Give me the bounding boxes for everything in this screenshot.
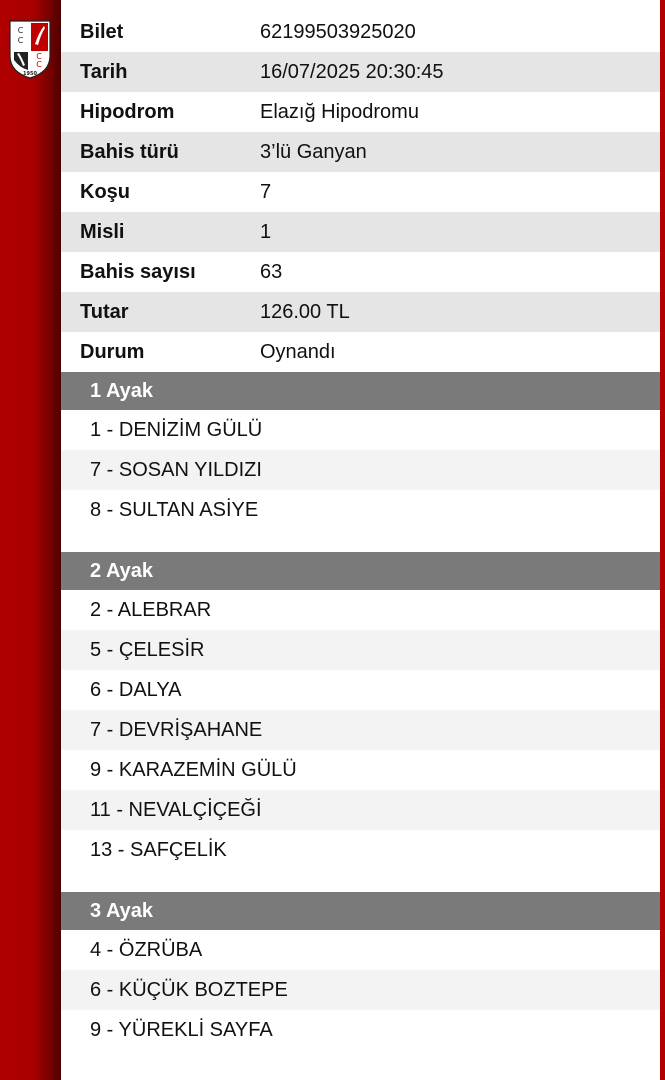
- info-row: [61, 92, 660, 132]
- svg-text:1950: 1950: [23, 71, 37, 77]
- info-value: 126.00 TL: [260, 300, 350, 323]
- right-side-band: [660, 0, 665, 1080]
- info-label: Tutar: [80, 300, 129, 323]
- info-row: [61, 172, 660, 212]
- horse-selection-item: 5 - ÇELESİR: [61, 630, 660, 670]
- svg-text:C: C: [17, 26, 24, 35]
- horse-selection-item: 13 - SAFÇELİK: [90, 838, 227, 861]
- info-row: [61, 52, 660, 92]
- horse-selection-item: 7 - DEVRİŞAHANE: [61, 710, 660, 750]
- info-label: Misli: [80, 220, 125, 243]
- club-logo-icon: [6, 18, 54, 80]
- info-row: [61, 292, 660, 332]
- info-row: [61, 332, 660, 372]
- horse-selection-item: 9 - YÜREKLİ SAYFA: [90, 1018, 273, 1041]
- left-side-band: [0, 0, 61, 1080]
- legs-list: [61, 372, 660, 1050]
- info-value: 62199503925020: [260, 20, 416, 43]
- info-value: 63: [260, 260, 283, 283]
- info-row: [61, 212, 660, 252]
- svg-text:C: C: [36, 60, 42, 69]
- horse-selection-item: 9 - KARAZEMİN GÜLÜ: [90, 758, 297, 781]
- info-row: [61, 132, 660, 172]
- info-value: 1: [260, 220, 272, 243]
- info-row: [61, 12, 660, 52]
- info-label: Bahis sayısı: [80, 260, 196, 283]
- leg-spacer: [61, 530, 660, 552]
- horse-selection-item: 7 - SOSAN YILDIZI: [61, 450, 660, 490]
- info-value: Oynandı: [260, 340, 336, 363]
- horse-selection-item: 2 - ALEBRAR: [90, 598, 212, 621]
- ticket-detail-panel: [61, 0, 660, 1080]
- info-label: Bahis türü: [80, 140, 179, 163]
- info-label: Hipodrom: [80, 100, 175, 123]
- svg-text:C: C: [36, 52, 42, 61]
- ticket-info-table: [61, 12, 660, 372]
- horse-selection-item: 6 - KÜÇÜK BOZTEPE: [61, 970, 660, 1010]
- info-label: Koşu: [80, 180, 130, 203]
- info-value: 16/07/2025 20:30:45: [260, 60, 444, 83]
- info-value: 7: [260, 180, 272, 203]
- leg-spacer: [61, 870, 660, 892]
- leg-header: 2 Ayak: [61, 552, 660, 590]
- info-label: Tarih: [80, 60, 128, 83]
- horse-selection-item: 1 - DENİZİM GÜLÜ: [90, 418, 263, 441]
- info-value: 3’lü Ganyan: [260, 140, 367, 163]
- info-value: Elazığ Hipodromu: [260, 100, 419, 123]
- info-label: Bilet: [80, 20, 124, 43]
- leg-header: 3 Ayak: [61, 892, 660, 930]
- horse-selection-item: 11 - NEVALÇİÇEĞİ: [61, 790, 660, 830]
- horse-selection-item: 8 - SULTAN ASİYE: [90, 498, 259, 521]
- horse-selection-item: 6 - DALYA: [90, 678, 182, 701]
- info-label: Durum: [80, 340, 145, 363]
- info-row: [61, 252, 660, 292]
- leg-header: 1 Ayak: [61, 372, 660, 410]
- horse-selection-item: 4 - ÖZRÜBA: [90, 938, 203, 961]
- svg-text:C: C: [17, 36, 24, 45]
